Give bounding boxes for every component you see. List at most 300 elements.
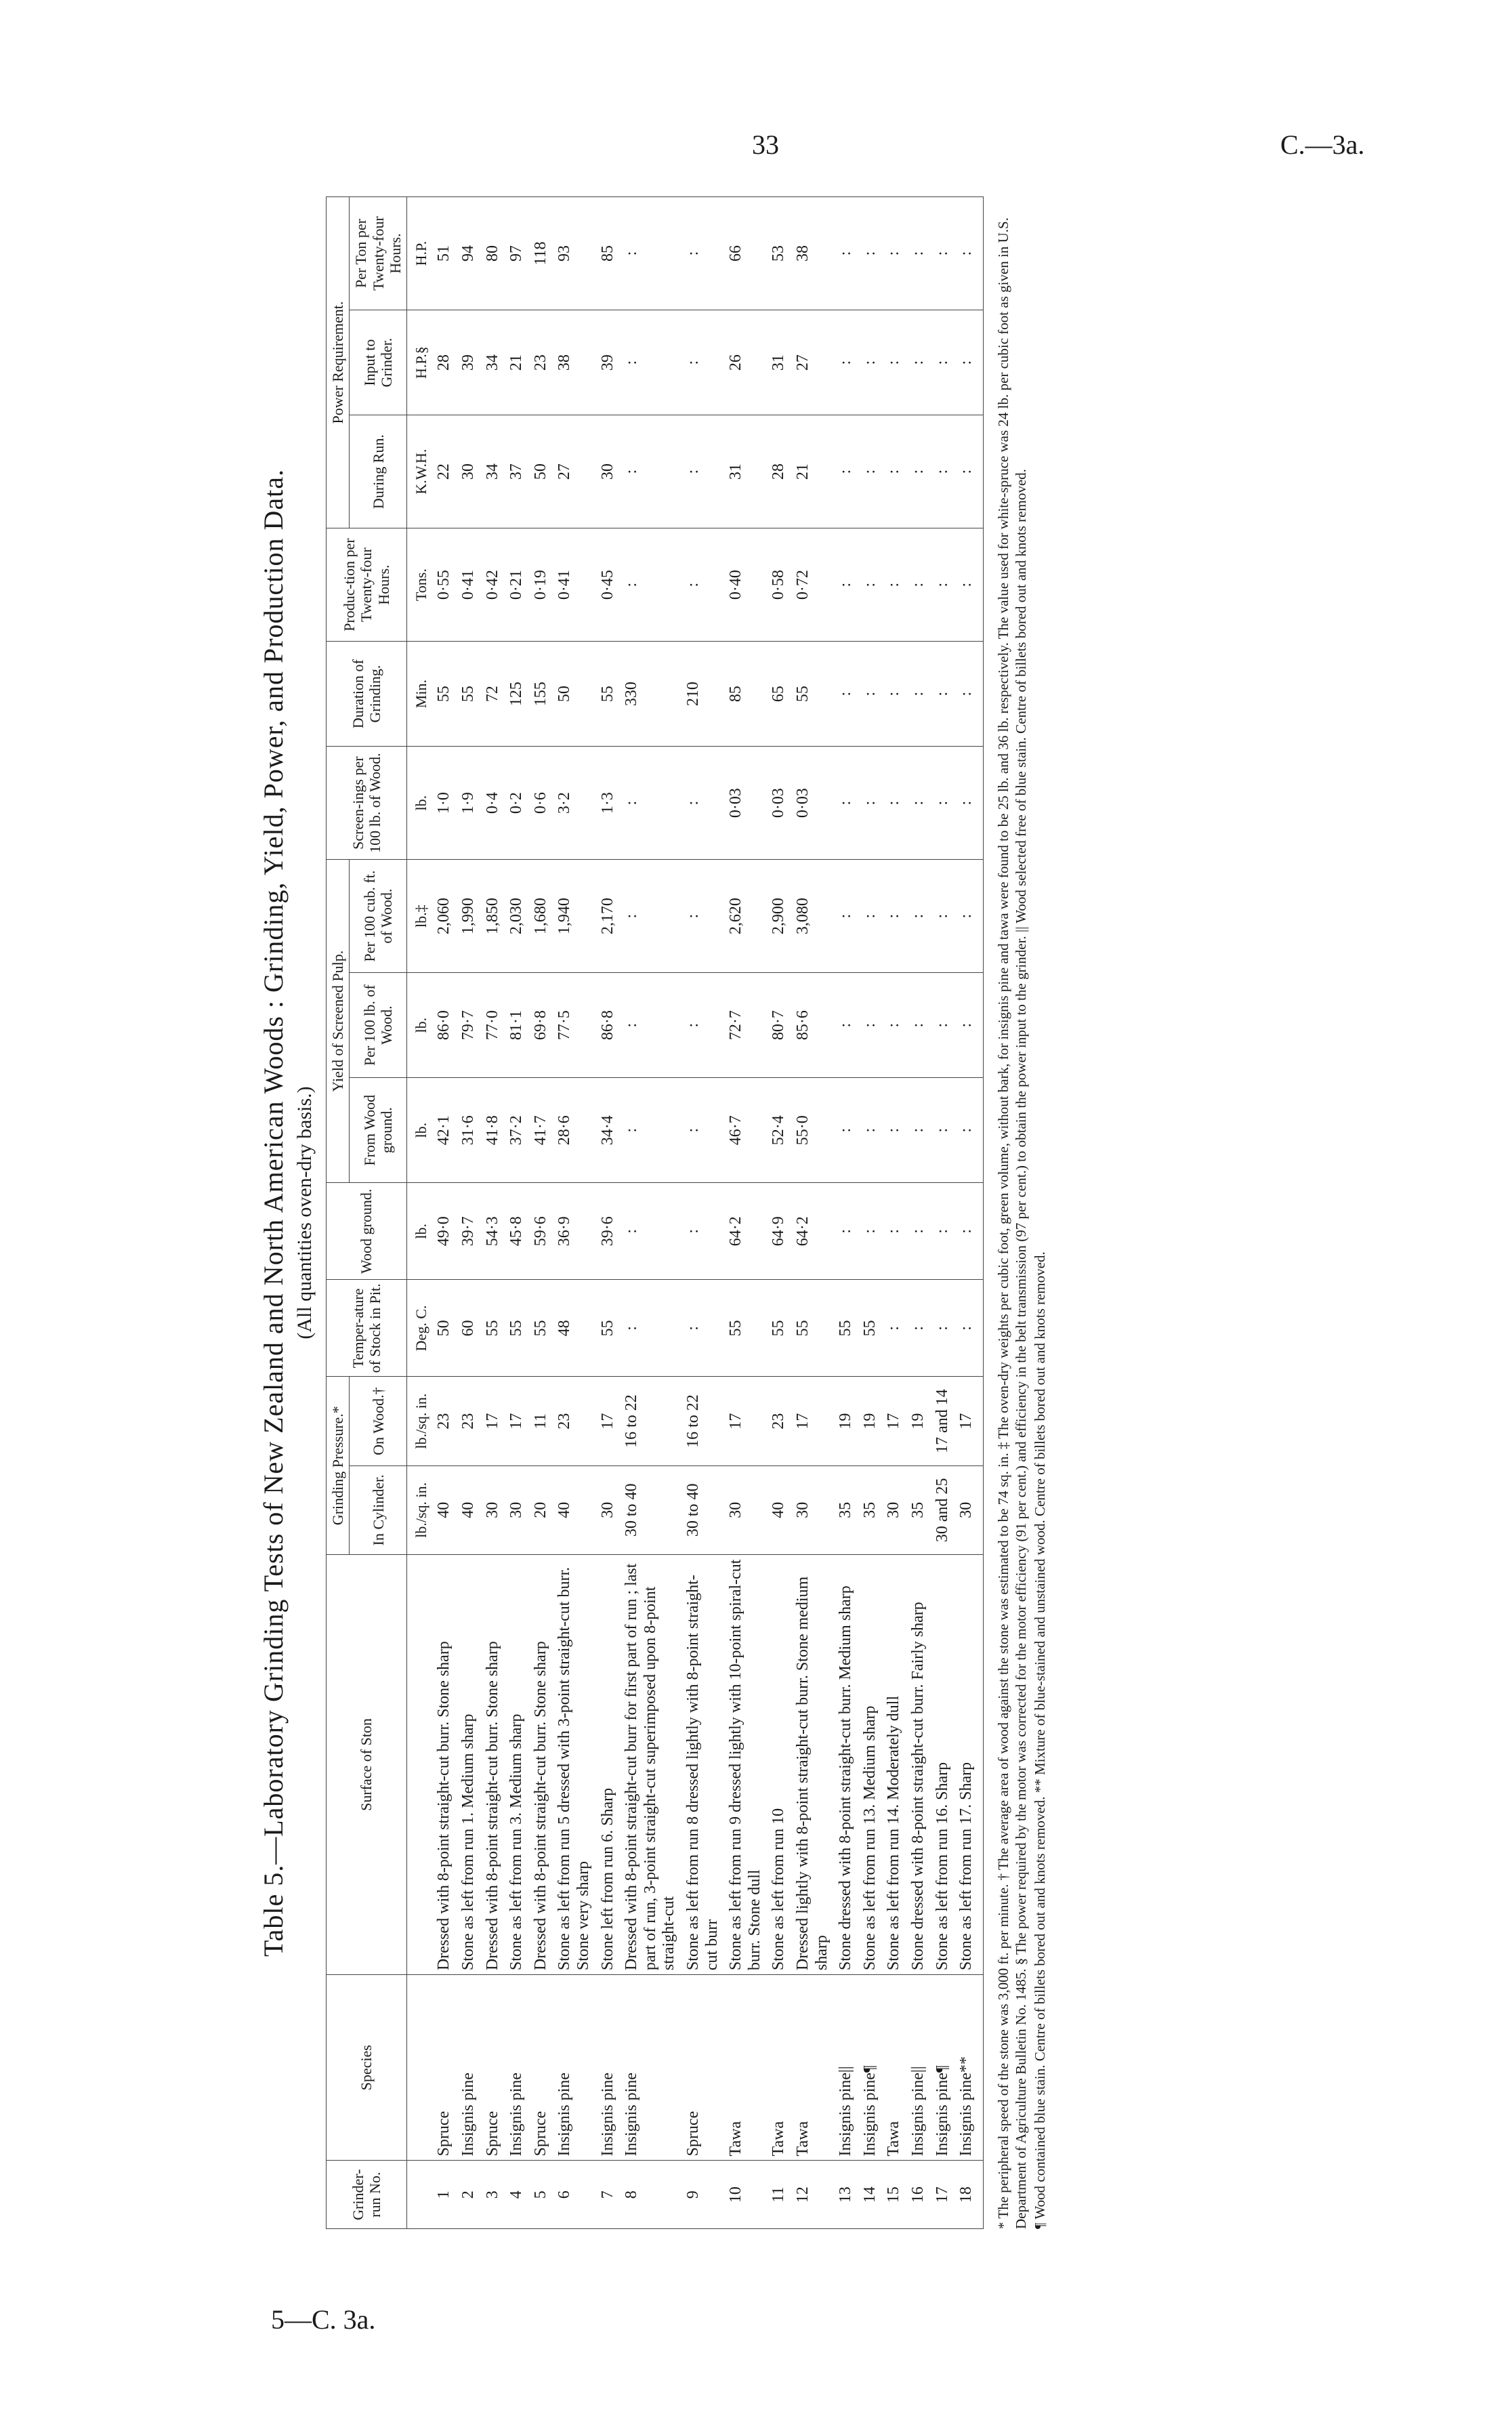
cell-scr: 1·3 [596, 747, 621, 860]
cell-run_kwh: 30 [596, 415, 621, 528]
unit-p100lb: lb. [407, 973, 433, 1078]
cell-cyl: 20 [529, 1465, 553, 1554]
cell-ground: : [681, 1183, 724, 1280]
cell-wood: 19 [906, 1377, 931, 1465]
cell-scr: : [858, 747, 883, 860]
cell-ground: 45·8 [505, 1183, 529, 1280]
cell-ton: 118 [529, 197, 553, 310]
cell-wood: 23 [432, 1377, 457, 1465]
cell-wood: 17 [596, 1377, 621, 1465]
cell-prod: 0·41 [457, 528, 481, 642]
footer-code: 5—C. 3a. [271, 2304, 376, 2335]
cell-from: 28·6 [553, 1078, 595, 1183]
cell-prod: : [906, 528, 931, 642]
cell-prod: 0·21 [505, 528, 529, 642]
cell-species: Spruce [432, 1975, 457, 2161]
cell-cyl: 40 [767, 1465, 791, 1554]
cell-p100cuft: : [906, 860, 931, 973]
cell-prod: 0·40 [724, 528, 767, 642]
cell-cyl: 30 [791, 1465, 834, 1554]
header-production: Produc-tion per Twenty-four Hours. [327, 528, 407, 642]
cell-cyl: 30 [882, 1465, 906, 1554]
cell-run: 2 [457, 2161, 481, 2229]
cell-run_kwh: 21 [791, 415, 834, 528]
cell-temp: : [620, 1280, 681, 1377]
cell-from: : [620, 1078, 681, 1183]
cell-from: 34·4 [596, 1078, 621, 1183]
cell-from: 37·2 [505, 1078, 529, 1183]
cell-ton: 38 [791, 197, 834, 310]
cell-input: : [620, 310, 681, 415]
cell-prod: : [620, 528, 681, 642]
cell-cyl: 30 to 40 [620, 1465, 681, 1554]
header-duration: Duration of Grinding. [327, 642, 407, 747]
table-row [553, 197, 595, 2229]
cell-input: : [954, 310, 983, 415]
cell-cyl: 40 [553, 1465, 595, 1554]
cell-prod: 0·19 [529, 528, 553, 642]
cell-run: 12 [791, 2161, 834, 2229]
cell-dur: : [931, 642, 955, 747]
cell-from: 31·6 [457, 1078, 481, 1183]
cell-ground: : [954, 1183, 983, 1280]
cell-input: 39 [596, 310, 621, 415]
cell-from: 41·8 [481, 1078, 505, 1183]
cell-input: : [858, 310, 883, 415]
header-yield-group: Yield of Screened Pulp. [327, 860, 350, 1183]
cell-surface: Stone as left from run 9 dressed lightly with 10-point spiral-cut burr. Stone dull [724, 1554, 767, 1974]
cell-ton: 51 [432, 197, 457, 310]
cell-wood: 17 [882, 1377, 906, 1465]
cell-run_kwh: 28 [767, 415, 791, 528]
cell-run_kwh: 50 [529, 415, 553, 528]
cell-p100lb: : [834, 973, 858, 1078]
cell-temp: : [882, 1280, 906, 1377]
cell-cyl: 30 [481, 1465, 505, 1554]
cell-p100lb: : [931, 973, 955, 1078]
cell-species: Insignis pine¶ [931, 1975, 955, 2161]
cell-scr: 0·6 [529, 747, 553, 860]
cell-wood: 17 [481, 1377, 505, 1465]
header-power-group: Power Requirement. [327, 197, 350, 528]
unit-scr: lb. [407, 747, 433, 860]
cell-from: : [681, 1078, 724, 1183]
cell-ton: 53 [767, 197, 791, 310]
cell-surface: Stone as left from run 3. Medium sharp [505, 1554, 529, 1974]
cell-prod: 0·72 [791, 528, 834, 642]
cell-ton: 66 [724, 197, 767, 310]
cell-p100cuft: 3,080 [791, 860, 834, 973]
header-species: Species [327, 1975, 407, 2161]
cell-cyl: 30 [505, 1465, 529, 1554]
cell-from: : [882, 1078, 906, 1183]
header-wood-ground: Wood ground. [327, 1183, 407, 1280]
unit-temp: Deg. C. [407, 1280, 433, 1377]
cell-cyl: 35 [834, 1465, 858, 1554]
cell-from: 55·0 [791, 1078, 834, 1183]
cell-cyl: 35 [858, 1465, 883, 1554]
table-row [529, 197, 553, 2229]
cell-input: 31 [767, 310, 791, 415]
cell-run: 18 [954, 2161, 983, 2229]
cell-p100cuft: 2,170 [596, 860, 621, 973]
cell-wood: 11 [529, 1377, 553, 1465]
cell-input: : [931, 310, 955, 415]
cell-wood: 16 to 22 [681, 1377, 724, 1465]
unit-dur: Min. [407, 642, 433, 747]
header-power-ton: Per Ton per Twenty-four Hours. [350, 197, 407, 310]
cell-scr: 3·2 [553, 747, 595, 860]
cell-species: Insignis pine|| [834, 1975, 858, 2161]
header-power-input: Input to Grinder. [350, 310, 407, 415]
cell-p100lb: 77·0 [481, 973, 505, 1078]
cell-cyl: 40 [457, 1465, 481, 1554]
cell-p100lb: : [906, 973, 931, 1078]
cell-temp: : [681, 1280, 724, 1377]
header-yield-per100cuft: Per 100 cub. ft. of Wood. [350, 860, 407, 973]
cell-prod: : [834, 528, 858, 642]
document-code: C.—3a. [1280, 129, 1365, 160]
cell-input: : [906, 310, 931, 415]
cell-temp: 55 [858, 1280, 883, 1377]
cell-wood: 17 and 14 [931, 1377, 955, 1465]
cell-prod: : [882, 528, 906, 642]
cell-p100lb: 86·8 [596, 973, 621, 1078]
table-row [432, 197, 457, 2229]
cell-dur: : [858, 642, 883, 747]
cell-p100cuft: : [858, 860, 883, 973]
cell-p100cuft: : [882, 860, 906, 973]
cell-from: 52·4 [767, 1078, 791, 1183]
cell-species: Insignis pine [596, 1975, 621, 2161]
cell-ground: : [858, 1183, 883, 1280]
cell-ground: 64·9 [767, 1183, 791, 1280]
table-row [834, 197, 858, 2229]
cell-wood: 17 [505, 1377, 529, 1465]
cell-run: 1 [432, 2161, 457, 2229]
cell-cyl: 30 [724, 1465, 767, 1554]
cell-p100cuft: : [954, 860, 983, 973]
cell-input: : [834, 310, 858, 415]
cell-from: : [931, 1078, 955, 1183]
cell-p100cuft: : [834, 860, 858, 973]
unit-ton: H.P. [407, 197, 433, 310]
cell-dur: : [954, 642, 983, 747]
cell-surface: Stone as left from run 10 [767, 1554, 791, 1974]
data-table [326, 196, 984, 2229]
cell-ton: 94 [457, 197, 481, 310]
header-yield-per100lb: Per 100 lb. of Wood. [350, 973, 407, 1078]
cell-p100lb: 85·6 [791, 973, 834, 1078]
cell-p100lb: 77·5 [553, 973, 595, 1078]
cell-input: 26 [724, 310, 767, 415]
cell-species: Insignis pine [505, 1975, 529, 2161]
cell-species: Tawa [724, 1975, 767, 2161]
cell-species: Insignis pine [620, 1975, 681, 2161]
cell-p100cuft: 1,940 [553, 860, 595, 973]
cell-scr: : [834, 747, 858, 860]
table-row [681, 197, 724, 2229]
cell-run: 13 [834, 2161, 858, 2229]
cell-prod: 0·58 [767, 528, 791, 642]
cell-from: 41·7 [529, 1078, 553, 1183]
cell-scr: : [620, 747, 681, 860]
cell-temp: 50 [432, 1280, 457, 1377]
cell-ton: : [906, 197, 931, 310]
cell-temp: : [931, 1280, 955, 1377]
cell-species: Insignis pine¶ [858, 1975, 883, 2161]
cell-dur: 72 [481, 642, 505, 747]
cell-dur: 85 [724, 642, 767, 747]
header-yield-from: From Wood ground. [350, 1078, 407, 1183]
cell-p100cuft: 1,680 [529, 860, 553, 973]
cell-run: 15 [882, 2161, 906, 2229]
cell-species: Tawa [882, 1975, 906, 2161]
cell-dur: 55 [432, 642, 457, 747]
cell-cyl: 40 [432, 1465, 457, 1554]
cell-run_kwh: : [834, 415, 858, 528]
cell-scr: 0·03 [767, 747, 791, 860]
cell-ground: : [620, 1183, 681, 1280]
cell-dur: : [906, 642, 931, 747]
cell-scr: : [906, 747, 931, 860]
cell-dur: 210 [681, 642, 724, 747]
cell-run: 11 [767, 2161, 791, 2229]
cell-ton: 93 [553, 197, 595, 310]
cell-run_kwh: : [931, 415, 955, 528]
table-row [457, 197, 481, 2229]
cell-p100cuft: 2,060 [432, 860, 457, 973]
header-pressure-cyl: In Cylinder. [350, 1465, 407, 1554]
cell-temp: : [906, 1280, 931, 1377]
cell-p100lb: 81·1 [505, 973, 529, 1078]
unit-p100cuft: lb.‡ [407, 860, 433, 973]
cell-p100lb: : [882, 973, 906, 1078]
cell-prod: : [954, 528, 983, 642]
cell-run_kwh: 27 [553, 415, 595, 528]
cell-temp: 55 [505, 1280, 529, 1377]
cell-ground: : [834, 1183, 858, 1280]
cell-dur: 55 [457, 642, 481, 747]
cell-dur: 65 [767, 642, 791, 747]
cell-from: : [858, 1078, 883, 1183]
cell-ton: : [954, 197, 983, 310]
cell-run: 17 [931, 2161, 955, 2229]
cell-wood: 16 to 22 [620, 1377, 681, 1465]
header-pressure-group: Grinding Pressure.* [327, 1377, 350, 1554]
cell-run_kwh: 34 [481, 415, 505, 528]
cell-wood: 19 [834, 1377, 858, 1465]
rotated-table-block [257, 196, 1240, 2229]
cell-dur: : [882, 642, 906, 747]
cell-scr: : [882, 747, 906, 860]
unit-cyl: lb./sq. in. [407, 1465, 433, 1554]
cell-prod: : [858, 528, 883, 642]
cell-ground: : [906, 1183, 931, 1280]
cell-p100lb: : [681, 973, 724, 1078]
cell-species: Spruce [481, 1975, 505, 2161]
footnote-1: * The peripheral speed of the stone was 3,000 ft. per minute. † The average area of wood against the stone was estimated to be 74 sq. in. ‡ The oven-dry weights per cubic foot, green volume, without bark, for insignis pine and tawa were found to be 25 lb. and 36 lb. respectively. The value used for white-spruce was 24 lb. per cubic foot as given in U.S. Department of Agriculture Bulletin No. 1485. § The power required by the motor was corrected for the motor efficiency (91 per cent.) and efficiency in the belt transmission (97 per cent.) to obtain the power input to the grinder. || Wood selected free of blue stain. Centre of billets bored out and knots removed. [994, 217, 1029, 2229]
cell-species: Insignis pine [457, 1975, 481, 2161]
cell-ground: 49·0 [432, 1183, 457, 1280]
table-row [882, 197, 906, 2229]
cell-ground: : [882, 1183, 906, 1280]
cell-ton: 97 [505, 197, 529, 310]
cell-run_kwh: : [858, 415, 883, 528]
cell-ton: 85 [596, 197, 621, 310]
cell-input: 34 [481, 310, 505, 415]
cell-scr: 0·2 [505, 747, 529, 860]
cell-run: 4 [505, 2161, 529, 2229]
cell-temp: 55 [724, 1280, 767, 1377]
cell-surface: Stone dressed with 8-point straight-cut burr. Fairly sharp [906, 1554, 931, 1974]
cell-scr: 0·03 [791, 747, 834, 860]
table-row [481, 197, 505, 2229]
cell-cyl: 30 and 25 [931, 1465, 955, 1554]
table-row [954, 197, 983, 2229]
header-power-run: During Run. [350, 415, 407, 528]
cell-run_kwh: : [882, 415, 906, 528]
cell-run: 7 [596, 2161, 621, 2229]
cell-run_kwh: : [681, 415, 724, 528]
cell-cyl: 30 [596, 1465, 621, 1554]
cell-temp: 55 [529, 1280, 553, 1377]
cell-run: 5 [529, 2161, 553, 2229]
cell-input: : [681, 310, 724, 415]
cell-wood: 23 [457, 1377, 481, 1465]
cell-dur: 155 [529, 642, 553, 747]
table-row [505, 197, 529, 2229]
cell-p100lb: 79·7 [457, 973, 481, 1078]
cell-run_kwh: : [954, 415, 983, 528]
cell-input: 23 [529, 310, 553, 415]
cell-ground: : [931, 1183, 955, 1280]
cell-surface: Stone as left from run 16. Sharp [931, 1554, 955, 1974]
cell-wood: 23 [767, 1377, 791, 1465]
cell-dur: 50 [553, 642, 595, 747]
cell-ton: 80 [481, 197, 505, 310]
cell-species: Spruce [529, 1975, 553, 2161]
cell-ton: : [620, 197, 681, 310]
cell-from: : [834, 1078, 858, 1183]
cell-wood: 19 [858, 1377, 883, 1465]
table-title: Table 5.—Laboratory Grinding Tests of New Zealand and North American Woods : Grinding, Yield, Power, and Production Data. [258, 468, 289, 1957]
cell-ground: 54·3 [481, 1183, 505, 1280]
table-row [724, 197, 767, 2229]
cell-from: : [954, 1078, 983, 1183]
cell-surface: Stone dressed with 8-point straight-cut burr. Medium sharp [834, 1554, 858, 1974]
cell-ton: : [858, 197, 883, 310]
cell-species: Insignis pine|| [906, 1975, 931, 2161]
cell-prod: 0·41 [553, 528, 595, 642]
unit-run: K.W.H. [407, 415, 433, 528]
cell-p100cuft: : [620, 860, 681, 973]
table-row [620, 197, 681, 2229]
cell-surface: Stone as left from run 8 dressed lightly with 8-point straight-cut burr [681, 1554, 724, 1974]
cell-wood: 23 [553, 1377, 595, 1465]
cell-ground: 59·6 [529, 1183, 553, 1280]
cell-p100lb: 86·0 [432, 973, 457, 1078]
cell-temp: : [954, 1280, 983, 1377]
cell-run_kwh: 37 [505, 415, 529, 528]
cell-p100cuft: 2,030 [505, 860, 529, 973]
cell-temp: 60 [457, 1280, 481, 1377]
table-row [791, 197, 834, 2229]
cell-run: 9 [681, 2161, 724, 2229]
cell-species: Tawa [791, 1975, 834, 2161]
unit-from: lb. [407, 1078, 433, 1183]
cell-from: 46·7 [724, 1078, 767, 1183]
cell-temp: 48 [553, 1280, 595, 1377]
cell-cyl: 30 to 40 [681, 1465, 724, 1554]
cell-run_kwh: 22 [432, 415, 457, 528]
cell-cyl: 35 [906, 1465, 931, 1554]
unit-ground: lb. [407, 1183, 433, 1280]
cell-from: 42·1 [432, 1078, 457, 1183]
header-surface: Surface of Ston [327, 1554, 407, 1974]
cell-surface: Dressed with 8-point straight-cut burr for first part of run ; last part of run, 3-point straight-cut superimposed upon 8-point straight-cut [620, 1554, 681, 1974]
cell-surface: Stone as left from run 13. Medium sharp [858, 1554, 883, 1974]
cell-surface: Stone as left from run 1. Medium sharp [457, 1554, 481, 1974]
cell-input: 21 [505, 310, 529, 415]
table-row [596, 197, 621, 2229]
cell-ground: 36·9 [553, 1183, 595, 1280]
cell-p100lb: 72·7 [724, 973, 767, 1078]
cell-ground: 64·2 [791, 1183, 834, 1280]
units-row [407, 197, 433, 2229]
cell-ground: 64·2 [724, 1183, 767, 1280]
cell-prod: 0·55 [432, 528, 457, 642]
cell-p100cuft: 1,850 [481, 860, 505, 973]
cell-run: 16 [906, 2161, 931, 2229]
cell-from: : [906, 1078, 931, 1183]
cell-temp: 55 [791, 1280, 834, 1377]
cell-scr: : [931, 747, 955, 860]
unit-wood: lb./sq. in. [407, 1377, 433, 1465]
header-pressure-wood: On Wood.† [350, 1377, 407, 1465]
unit-input: H.P.§ [407, 310, 433, 415]
cell-ton: : [931, 197, 955, 310]
cell-dur: 55 [791, 642, 834, 747]
unit-prod: Tons. [407, 528, 433, 642]
cell-cyl: 30 [954, 1465, 983, 1554]
footnote-2: ¶ Wood contained blue stain. Centre of billets bored out and knots removed. ** Mixture of blue-stained and unstained wood. Centre of billets bored out and knots removed. [1032, 1251, 1049, 2229]
cell-surface: Dressed with 8-point straight-cut burr. Stone sharp [481, 1554, 505, 1974]
cell-wood: 17 [724, 1377, 767, 1465]
cell-surface: Dressed lightly with 8-point straight-cut burr. Stone medium sharp [791, 1554, 834, 1974]
cell-p100cuft: : [681, 860, 724, 973]
cell-scr: 0·4 [481, 747, 505, 860]
cell-p100lb: : [620, 973, 681, 1078]
cell-scr: : [954, 747, 983, 860]
cell-p100cuft: 1,990 [457, 860, 481, 973]
cell-wood: 17 [954, 1377, 983, 1465]
cell-prod: : [681, 528, 724, 642]
cell-input: 39 [457, 310, 481, 415]
cell-p100lb: : [858, 973, 883, 1078]
table-row [858, 197, 883, 2229]
cell-input: 27 [791, 310, 834, 415]
cell-run: 8 [620, 2161, 681, 2229]
cell-p100lb: : [954, 973, 983, 1078]
cell-species: Tawa [767, 1975, 791, 2161]
cell-p100cuft: 2,900 [767, 860, 791, 973]
cell-dur: 125 [505, 642, 529, 747]
cell-surface: Stone as left from run 14. Moderately dull [882, 1554, 906, 1974]
cell-wood: 17 [791, 1377, 834, 1465]
header-temp: Temper-ature of Stock in Pit. [327, 1280, 407, 1377]
cell-run: 3 [481, 2161, 505, 2229]
